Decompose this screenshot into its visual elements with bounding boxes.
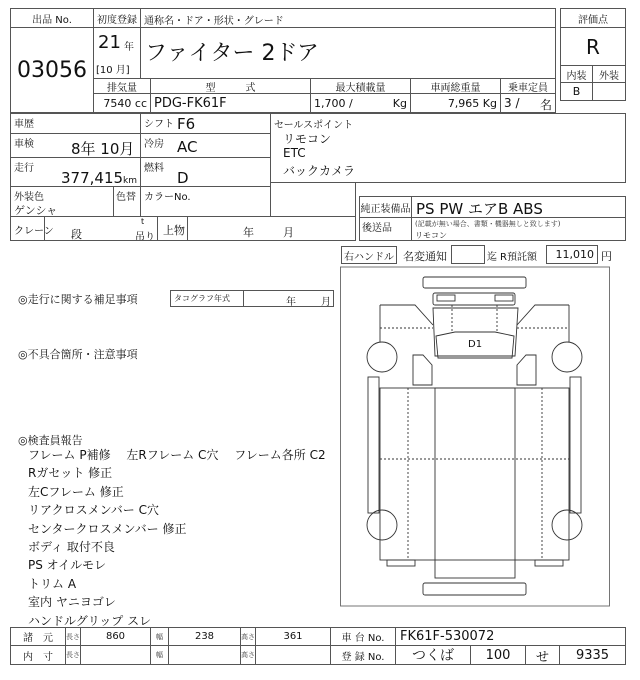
- color-no-cell: [140, 186, 271, 217]
- name-change-label: 名変通知: [403, 250, 447, 263]
- length-value: 860: [80, 627, 151, 646]
- crane-label: クレーン: [14, 226, 54, 237]
- inner-height-label: 高さ: [240, 645, 256, 665]
- first-reg-label: 初度登録: [93, 8, 141, 28]
- capacity-label: 乗車定員: [500, 78, 556, 94]
- reg-label: 登 録 No.: [330, 645, 396, 665]
- inspection-cell: [10, 133, 141, 158]
- width-value: 238: [168, 627, 241, 646]
- inner-length: [80, 645, 151, 665]
- crane-ton: t: [141, 217, 145, 226]
- grade-score: R: [560, 27, 626, 66]
- report-line: ハンドルグリップ スレ: [28, 613, 152, 628]
- height-value: 361: [255, 627, 331, 646]
- capacity-value: 3 /: [504, 96, 520, 110]
- later-cell: [411, 217, 626, 241]
- driving-notes-label: ◎走行に関する補足事項: [18, 293, 138, 306]
- inner-label: 内 寸: [10, 645, 66, 665]
- interior-label: 内装: [560, 65, 593, 83]
- body-label: 上物: [163, 224, 185, 237]
- shift-value: F6: [177, 115, 196, 133]
- shift-cell: [140, 113, 271, 134]
- inspection-label: 車検: [14, 139, 34, 150]
- reg-month: [10 月]: [96, 65, 130, 76]
- mirror-right: [517, 355, 536, 385]
- mirror-left: [413, 355, 432, 385]
- later-label: 後送品: [359, 217, 412, 241]
- color-cell: [10, 186, 114, 217]
- spec-label: 諸 元: [10, 627, 66, 646]
- sales-point-item: リモコン: [283, 132, 332, 146]
- report-line: Rガセット 修正: [28, 466, 113, 481]
- displacement-label: 排気量: [93, 78, 151, 94]
- exterior-grade: [592, 82, 626, 101]
- crane-stage: 段: [71, 228, 82, 241]
- recycle-label: R預託額: [500, 252, 537, 263]
- report-line: トリム A: [28, 576, 77, 591]
- inner-width: [168, 645, 241, 665]
- grade-label: 評価点: [560, 8, 626, 28]
- ac-value: AC: [177, 138, 198, 156]
- capacity: [500, 93, 556, 113]
- report-line: 室内 ヤニヨゴレ: [28, 595, 116, 610]
- vehicle-name: ファイター 2ドア: [140, 27, 556, 79]
- first-reg-date: [93, 27, 141, 79]
- inner-length-label: 長さ: [65, 645, 81, 665]
- reg-kana: せ: [525, 645, 560, 665]
- chassis-number: FK61F-530072: [395, 627, 626, 646]
- truck-diagram: [340, 260, 610, 620]
- mileage-cell: [10, 157, 141, 187]
- report-line: フレーム P補修 左Rフレーム C穴 フレーム各所 C2: [28, 448, 326, 462]
- wheel-rear-right: [552, 510, 582, 540]
- color-label: 外装色: [14, 192, 44, 203]
- lot-number: 03056: [10, 27, 94, 113]
- body-month: 月: [283, 226, 294, 239]
- lot-label: 出品 No.: [10, 8, 94, 28]
- mileage-value: 377,415: [61, 169, 124, 187]
- color-change-cell: [113, 186, 141, 217]
- reg-year: 21: [98, 32, 121, 53]
- equipment-value: PS PW エアB ABS: [411, 196, 626, 218]
- tachograph-field: [170, 290, 334, 307]
- ac-label: 冷房: [144, 139, 164, 150]
- inspection-value: 8年 10月: [71, 140, 135, 158]
- fuel-cell: [140, 157, 271, 187]
- cargo-bed: [435, 388, 515, 578]
- inner-width-label: 幅: [150, 645, 169, 665]
- tachograph-year: 年: [286, 297, 296, 307]
- wheel-front-right: [552, 342, 582, 372]
- inspector-report-label: ◎検査員報告: [18, 434, 83, 447]
- recycle-value: 11,010: [546, 245, 598, 264]
- name-label: 通称名・ドア・形状・グレード: [140, 8, 556, 28]
- blank-cell: [270, 182, 356, 217]
- height-label: 高さ: [240, 627, 256, 646]
- reg-class: 100: [470, 645, 526, 665]
- max-load: [310, 93, 411, 113]
- yen-label: 円: [601, 250, 612, 263]
- report-line: PS オイルモレ: [28, 558, 107, 573]
- report-line: ボディ 取付不良: [28, 540, 115, 555]
- shift-label: シフト: [144, 119, 174, 130]
- length-label: 長さ: [65, 627, 81, 646]
- inner-height: [255, 645, 331, 665]
- interior-grade: B: [560, 82, 593, 101]
- width-label: 幅: [150, 627, 169, 646]
- reg-year-unit: 年: [124, 42, 134, 53]
- max-load-value: 1,700 /: [314, 97, 353, 110]
- specs-table: [10, 627, 626, 665]
- step-right: [570, 377, 581, 513]
- wheel-rear-left: [367, 510, 397, 540]
- later-note: (記載が無い場合、書類・機器無しと致します): [415, 220, 561, 228]
- gross-weight: 7,965 Kg: [410, 93, 501, 113]
- displacement: 7540 cc: [93, 93, 151, 113]
- inspector-report: [28, 446, 326, 630]
- defects-label: ◎不具合箇所・注意事項: [18, 348, 138, 361]
- ac-cell: [140, 133, 271, 158]
- mudflap-right: [535, 560, 563, 566]
- chassis-label: 車 台 No.: [330, 627, 396, 646]
- mileage-unit: km: [123, 176, 137, 186]
- reg-area: つくば: [395, 645, 471, 665]
- color-no-label: カラーNo.: [144, 192, 191, 203]
- report-line: リアクロスメンバー C穴: [28, 503, 159, 518]
- mudflap-left: [387, 560, 415, 566]
- max-load-label: 最大積載量: [310, 78, 411, 94]
- until-label: 迄: [487, 252, 497, 263]
- color-change-label: 色替: [116, 192, 136, 203]
- exterior-label: 外装: [592, 65, 626, 83]
- tachograph-label: タコグラフ年式: [174, 294, 230, 303]
- step-left: [368, 377, 379, 513]
- wheel-front-left: [367, 342, 397, 372]
- later-value: リモコン: [415, 231, 447, 240]
- sales-point-item: バックカメラ: [283, 164, 356, 178]
- headlight-right: [495, 295, 513, 301]
- damage-mark: D1: [468, 339, 483, 350]
- headlight-left: [437, 295, 455, 301]
- gross-weight-label: 車両総重量: [410, 78, 501, 94]
- model-label: 型 式: [150, 78, 311, 94]
- sales-points-label: セールスポイント: [274, 120, 354, 131]
- crane-row: [10, 216, 356, 241]
- crane-lift: 吊り: [135, 232, 155, 241]
- front-bumper: [423, 277, 526, 288]
- handle-badge: 右ハンドル: [341, 246, 397, 264]
- history-label: 車歴: [10, 113, 141, 134]
- color-value: ゲンシャ: [14, 204, 58, 217]
- mileage-label: 走行: [14, 163, 34, 174]
- max-load-unit: Kg: [392, 97, 407, 110]
- model: PDG-FK61F: [150, 93, 311, 113]
- tachograph-month: 月: [321, 297, 331, 307]
- equipment-label: 純正装備品: [359, 196, 412, 218]
- report-line: 左Cフレーム 修正: [28, 484, 124, 499]
- report-line: センタークロスメンバー 修正: [28, 521, 187, 536]
- sales-points: [270, 113, 626, 183]
- sales-point-item: ETC: [283, 146, 306, 160]
- reg-number: 9335: [559, 645, 626, 665]
- capacity-unit: 名: [539, 98, 552, 112]
- body-year: 年: [243, 226, 254, 239]
- fuel-value: D: [177, 169, 189, 187]
- fuel-label: 燃料: [144, 163, 164, 174]
- rear-bumper: [423, 583, 526, 595]
